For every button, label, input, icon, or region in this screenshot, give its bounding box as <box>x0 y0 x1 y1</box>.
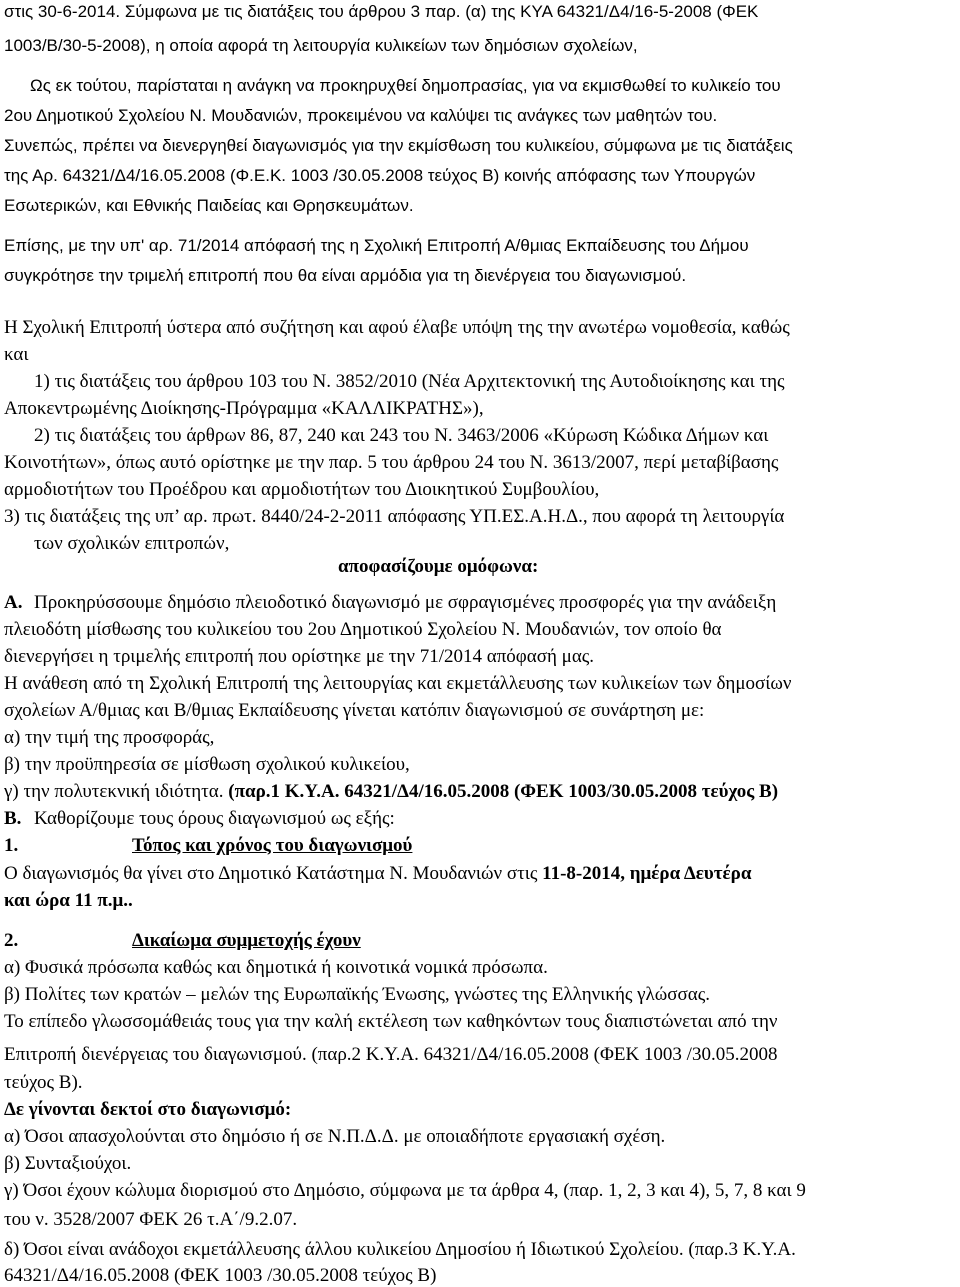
text-line: Ως εκ τούτου, παρίσταται η ανάγκη να προκηρυχθεί δημοπρασίας, για να εκμισθωθεί το κυλικείο του <box>30 76 781 95</box>
list-item: 3) τις διατάξεις της υπ’ αρ. πρωτ. 8440/24-2-2011 απόφασης ΥΠ.ΕΣ.Α.Η.Δ., που αφορά τη λειτουργία <box>4 506 785 527</box>
section-number: 2. <box>4 930 19 951</box>
legal-reference: (παρ.1 Κ.Υ.Α. 64321/Δ4/16.05.2008 (ΦΕΚ 1003/30.05.2008 τεύχος Β) <box>228 781 779 802</box>
section-heading: Δικαίωμα συμμετοχής έχουν <box>132 930 361 951</box>
text-line: Το επίπεδο γλωσσομάθειάς τους για την καλή εκτέλεση των καθηκόντων τους διαπιστώνεται από την <box>4 1011 778 1032</box>
list-item: γ) Όσοι έχουν κώλυμα διορισμού στο Δημόσιο, σύμφωνα με τα άρθρα 4, (παρ. 1, 2, 3 και 4), 5, 7, 8 και 9 <box>4 1180 806 1201</box>
section-letter: Β. <box>4 808 22 829</box>
list-item: α) Όσοι απασχολούνται στο δημόσιο ή σε Ν.Π.Δ.Δ. με οποιαδήποτε εργασιακή σχέση. <box>4 1126 666 1147</box>
section-number: 1. <box>4 835 19 856</box>
text-line <box>4 864 751 883</box>
section-b-line <box>4 809 21 828</box>
text-line: 64321/Δ4/16.05.2008 (ΦΕΚ 1003 /30.05.2008 τεύχος Β) <box>4 1265 437 1286</box>
text-line: Η Σχολική Επιτροπή ύστερα από συζήτηση και αφού έλαβε υπόψη της την ανωτέρω νομοθεσία, καθώς <box>4 317 790 338</box>
list-item: β) την προϋπηρεσία σε μίσθωση σχολικού κυλικείου, <box>4 754 410 775</box>
text-line: των σχολικών επιτροπών, <box>34 533 230 554</box>
list-item: δ) Όσοι είναι ανάδοχοι εκμετάλλευσης άλλου κυλικείου Δημοσίου ή Ιδιωτικού Σχολείου. (παρ.3 Κ.Υ.Α. <box>4 1239 796 1260</box>
paragraph-a-line <box>4 593 22 612</box>
exclusions-heading: Δε γίνονται δεκτοί στο διαγωνισμό: <box>4 1099 292 1120</box>
text-line: Εσωτερικών, και Εθνικής Παιδείας και Θρησκευμάτων. <box>4 196 414 215</box>
text-segment: Ο διαγωνισμός θα γίνει στο Δημοτικό Κατάστημα Ν. Μουδανιών στις <box>4 863 538 884</box>
list-item-text: γ) την πολυτεκνική ιδιότητα. <box>4 781 224 802</box>
text-line: διενεργήσει η τριμελής επιτροπή που ορίστηκε με την 71/2014 απόφασή μας. <box>4 646 595 667</box>
text-line: της Αρ. 64321/Δ4/16.05.2008 (Φ.Ε.Κ. 1003 /30.05.2008 τεύχος Β) κοινής απόφασης των Υπουργών <box>4 166 756 185</box>
list-item: α) την τιμή της προσφοράς, <box>4 727 215 748</box>
list-item: β) Πολίτες των κρατών – μελών της Ευρωπαϊκής Ένωσης, γνώστες της Ελληνικής γλώσσας. <box>4 984 710 1005</box>
text-line: Συνεπώς, πρέπει να διενεργηθεί διαγωνισμός για την εκμίσθωση του κυλικείου, σύμφωνα με τις διατάξεις <box>4 136 793 155</box>
text-line: του ν. 3528/2007 ΦΕΚ 26 τ.Α΄/9.2.07. <box>4 1209 298 1230</box>
text-line: Καθορίζουμε τους όρους διαγωνισμού ως εξής: <box>34 808 395 829</box>
text-line: Επιτροπή διενέργειας του διαγωνισμού. (παρ.2 Κ.Υ.Α. 64321/Δ4/16.05.2008 (ΦΕΚ 1003 /30.05.2008 <box>4 1044 778 1065</box>
text-line: 1003/Β/30-5-2008), η οποία αφορά τη λειτουργία κυλικείων των δημόσιων σχολείων, <box>4 36 638 55</box>
text-line: πλειοδότη μίσθωσης του κυλικείου του 2ου Δημοτικού Σχολείου Ν. Μουδανιών, τον οποίο θα <box>4 619 722 640</box>
text-line: σχολείων Α/θμιας και Β/θμιας Εκπαίδευσης γίνεται κατόπιν διαγωνισμού σε συνάρτηση με: <box>4 700 705 721</box>
text-line: Αποκεντρωμένης Διοίκησης-Πρόγραμμα «ΚΑΛΛΙΚΡΑΤΗΣ»), <box>4 398 484 419</box>
text-line: Κοινοτήτων», όπως αυτό ορίστηκε με την παρ. 5 του άρθρου 24 του Ν. 3613/2007, περί μεταβίβασης <box>4 452 779 473</box>
date-text: 11-8-2014, ημέρα Δευτέρα <box>542 863 752 884</box>
list-item: 1) τις διατάξεις του άρθρου 103 του Ν. 3852/2010 (Νέα Αρχιτεκτονική της Αυτοδιοίκησης και της <box>34 371 785 392</box>
time-text: και ώρα 11 π.μ.. <box>4 890 133 911</box>
list-item: α) Φυσικά πρόσωπα καθώς και δημοτικά ή κοινοτικά νομικά πρόσωπα. <box>4 957 548 978</box>
text-line: Προκηρύσσουμε δημόσιο πλειοδοτικό διαγωνισμό με σφραγισμένες προσφορές για την ανάδειξη <box>34 592 777 613</box>
list-item <box>4 782 778 801</box>
text-line: αρμοδιοτήτων του Προέδρου και αρμοδιοτήτων του Διοικητικού Συμβουλίου, <box>4 479 600 500</box>
text-line: και <box>4 344 29 365</box>
decision-heading: αποφασίζουμε ομόφωνα: <box>338 556 539 577</box>
text-line: στις 30-6-2014. Σύμφωνα με τις διατάξεις του άρθρου 3 παρ. (α) της ΚΥΑ 64321/Δ4/16-5-2008 (ΦΕΚ <box>4 2 759 21</box>
text-line: Η ανάθεση από τη Σχολική Επιτροπή της λειτουργίας και εκμετάλλευσης των κυλικείων των δημοσίων <box>4 673 792 694</box>
text-line: Επίσης, με την υπ' αρ. 71/2014 απόφασή της η Σχολική Επιτροπή Α/θμιας Εκπαίδευσης του Δήμου <box>4 236 749 255</box>
text-line: συγκρότησε την τριμελή επιτροπή που θα είναι αρμόδια για τη διενέργεια του διαγωνισμού. <box>4 266 687 285</box>
list-item: 2) τις διατάξεις του άρθρων 86, 87, 240 και 243 του Ν. 3463/2006 «Κύρωση Κώδικα Δήμων και <box>34 425 769 446</box>
list-item: β) Συνταξιούχοι. <box>4 1153 132 1174</box>
text-line: τεύχος Β). <box>4 1072 83 1093</box>
section-letter: Α. <box>4 592 23 613</box>
text-line: 2ου Δημοτικού Σχολείου Ν. Μουδανιών, προκειμένου να καλύψει τις ανάγκες των μαθητών του. <box>4 106 718 125</box>
section-heading: Τόπος και χρόνος του διαγωνισμού <box>132 835 413 856</box>
